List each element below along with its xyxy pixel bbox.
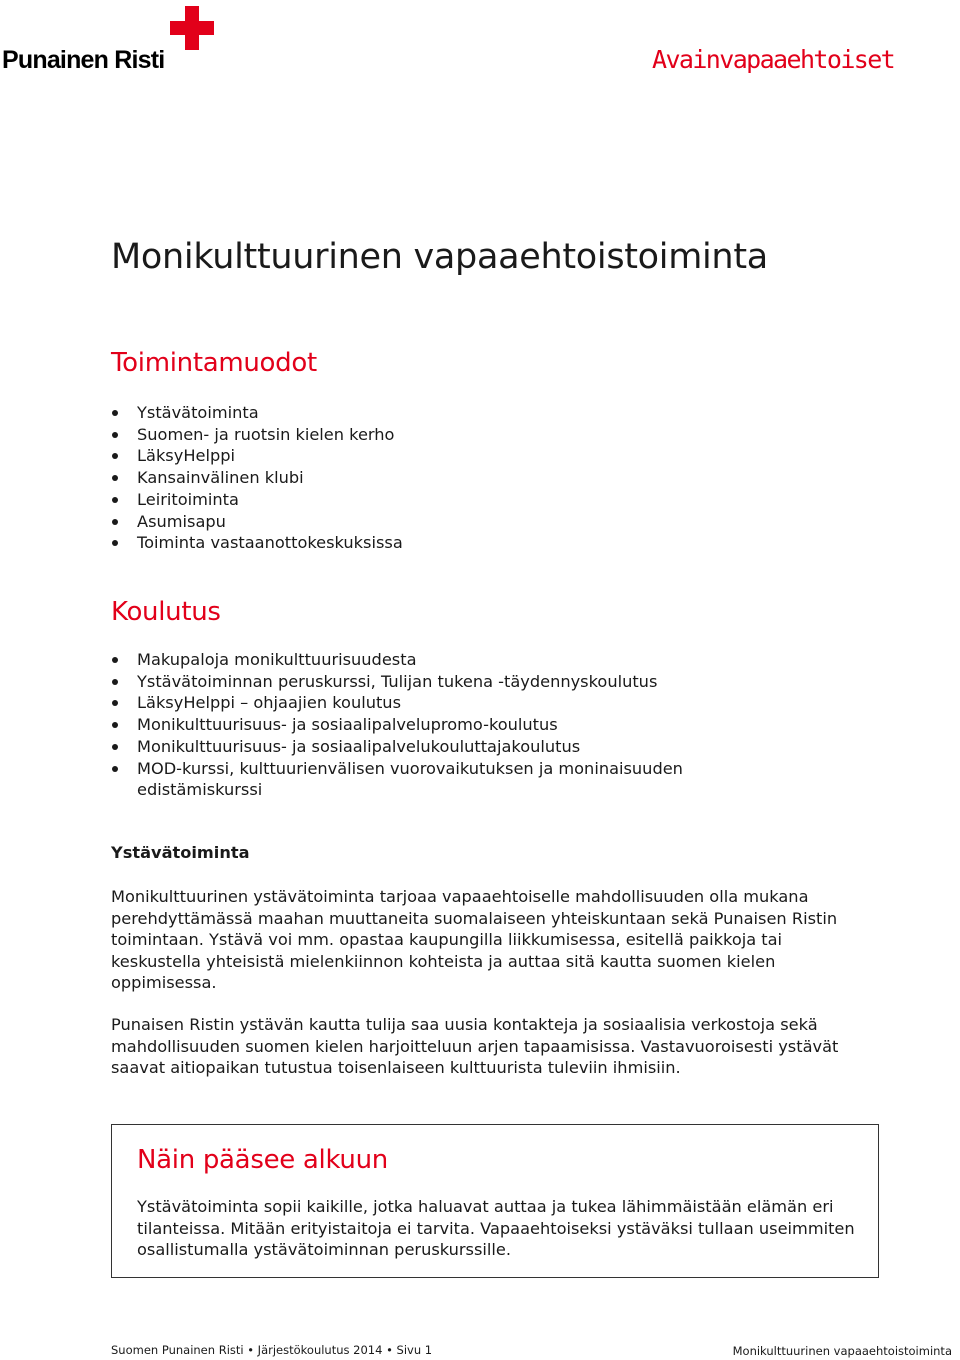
list-item: Suomen- ja ruotsin kielen kerho — [111, 424, 831, 446]
info-box-text: Ystävätoiminta sopii kaikille, jotka haluavat auttaa ja tukea lähimmäistään elämän eri tilanteissa. Mitään erityistaitoja ei tarvita. Vapaaehtoiseksi ystäväksi tullaan useimmiten osallistumalla ystävätoiminnan peruskurssille. — [137, 1197, 855, 1260]
section-heading-koulutus: Koulutus — [111, 597, 221, 627]
list-item: Ystävätoiminta — [111, 402, 831, 424]
red-cross-logo-icon — [170, 6, 214, 54]
list-item: LäksyHelppi — [111, 445, 831, 467]
page-title: Monikulttuurinen vapaaehtoistoiminta — [111, 237, 768, 277]
list-item: MOD-kurssi, kulttuurienvälisen vuorovaikutuksen ja moninaisuuden edistämiskurssi — [111, 758, 791, 801]
koulutus-list — [111, 649, 791, 801]
list-item: Asumisapu — [111, 511, 831, 533]
footer-left: Suomen Punainen Risti • Järjestökoulutus 2014 • Sivu 1 — [111, 1343, 433, 1357]
list-item: Monikulttuurisuus- ja sosiaalipalvelukouluttajakoulutus — [111, 736, 791, 758]
paragraph-ystavatoiminta-2: Punaisen Ristin ystävän kautta tulija saa uusia kontakteja ja sosiaalisia verkostoja sekä mahdollisuuden suomen kielen harjoitteluun arjen tapaamisissa. Vastavuoroisesti ystävät saavat aitiopaikan tutustua toisenlaiseen kulttuurista tuleviin ihmisiin. — [111, 1015, 839, 1078]
program-name: Avainvapaaehtoiset — [652, 45, 895, 74]
toimintamuodot-list — [111, 402, 831, 554]
subsection-heading-ystavatoiminta: Ystävätoiminta — [111, 843, 250, 862]
section-heading-toimintamuodot: Toimintamuodot — [111, 348, 317, 378]
logo-wordmark: Punainen Risti — [2, 46, 165, 74]
list-item: Toiminta vastaanottokeskuksissa — [111, 532, 831, 554]
list-item: Ystävätoiminnan peruskurssi, Tulijan tukena -täydennyskoulutus — [111, 671, 791, 693]
paragraph-ystavatoiminta-1: Monikulttuurinen ystävätoiminta tarjoaa vapaaehtoiselle mahdollisuuden olla mukana perehdyttämässä maahan muuttaneita suomalaiseen yhteiskuntaan sekä Punaisen Ristin toimintaan. Ystävä voi mm. opastaa kaupungilla liikkumisessa, esitellä paikkoja tai keskustella yhteisistä mielenkiinnon kohteista ja auttaa sitä kautta suomen kielen oppimisessa. — [111, 887, 838, 993]
list-item: Leiritoiminta — [111, 489, 831, 511]
list-item: Monikulttuurisuus- ja sosiaalipalvelupromo-koulutus — [111, 714, 791, 736]
list-item: Makupaloja monikulttuurisuudesta — [111, 649, 791, 671]
footer-right: Monikulttuurinen vapaaehtoistoiminta — [732, 1344, 952, 1358]
list-item: LäksyHelppi – ohjaajien koulutus — [111, 692, 791, 714]
info-box-heading: Näin pääsee alkuun — [137, 1145, 388, 1175]
info-box — [111, 1124, 879, 1278]
list-item: Kansainvälinen klubi — [111, 467, 831, 489]
